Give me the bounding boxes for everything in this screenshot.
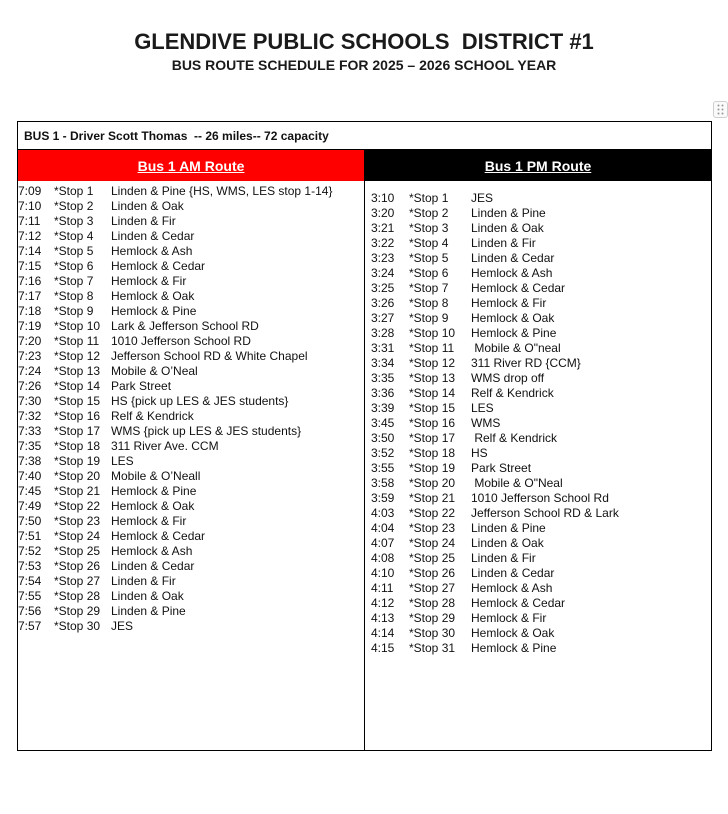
stop-time: 3:21 <box>371 221 395 235</box>
stop-time: 7:12 <box>18 229 42 243</box>
stop-location: LES <box>111 454 134 468</box>
pm-stop-row <box>371 596 711 611</box>
stop-time: 3:45 <box>371 416 395 430</box>
stop-number: *Stop 7 <box>409 281 449 295</box>
stop-location: Hemlock & Fir <box>471 296 547 310</box>
stop-location: WMS {pick up LES & JES students} <box>111 424 302 438</box>
stop-time: 7:11 <box>18 214 41 228</box>
stop-location: Jefferson School RD & Lark <box>471 506 619 520</box>
am-stop-row <box>18 484 364 499</box>
stop-number: *Stop 20 <box>54 469 101 483</box>
stop-time: 7:32 <box>18 409 42 423</box>
stop-time: 3:23 <box>371 251 395 265</box>
stop-location: 1010 Jefferson School Rd <box>471 491 609 505</box>
stop-number: *Stop 16 <box>54 409 101 423</box>
stop-time: 7:26 <box>18 379 42 393</box>
am-stop-row <box>18 409 364 424</box>
pm-stop-row <box>371 551 711 566</box>
pm-stop-row <box>371 251 711 266</box>
am-stop-row <box>18 529 364 544</box>
stop-time: 7:53 <box>18 559 42 573</box>
stop-number: *Stop 12 <box>54 349 101 363</box>
stop-number: *Stop 29 <box>409 611 456 625</box>
stop-number: *Stop 28 <box>409 596 456 610</box>
stop-number: *Stop 10 <box>54 319 101 333</box>
stop-location: 311 River RD {CCM} <box>471 356 581 370</box>
stop-number: *Stop 3 <box>54 214 94 228</box>
stop-number: *Stop 22 <box>409 506 456 520</box>
stop-time: 7:54 <box>18 574 42 588</box>
pm-stop-row <box>371 206 711 221</box>
stop-number: *Stop 5 <box>54 244 94 258</box>
stop-location: Linden & Cedar <box>111 229 195 243</box>
stop-number: *Stop 6 <box>409 266 449 280</box>
stop-time: 3:39 <box>371 401 395 415</box>
stop-location: WMS drop off <box>471 371 545 385</box>
stop-number: *Stop 21 <box>409 491 456 505</box>
stop-time: 7:51 <box>18 529 42 543</box>
stop-number: *Stop 12 <box>409 356 456 370</box>
stop-location: Relf & Kendrick <box>111 409 194 423</box>
pm-stop-row <box>371 626 711 641</box>
stop-location: HS <box>471 446 488 460</box>
stop-location: Hemlock & Cedar <box>471 596 566 610</box>
am-stop-row <box>18 199 364 214</box>
stop-time: 4:04 <box>371 521 395 535</box>
stop-time: 7:14 <box>18 244 42 258</box>
stop-time: 7:55 <box>18 589 42 603</box>
stop-number: *Stop 1 <box>409 191 449 205</box>
am-stop-row <box>18 619 364 634</box>
stop-location: 311 River Ave. CCM <box>111 439 219 453</box>
stop-time: 7:30 <box>18 394 42 408</box>
stop-time: 7:15 <box>18 259 42 273</box>
stop-location: Linden & Oak <box>471 221 544 235</box>
stop-time: 7:49 <box>18 499 42 513</box>
am-stop-row <box>18 379 364 394</box>
stop-number: *Stop 28 <box>54 589 101 603</box>
stop-location: Mobile & O"Neal <box>471 476 563 490</box>
stop-number: *Stop 14 <box>409 386 456 400</box>
stop-location: Hemlock & Oak <box>471 626 555 640</box>
stop-location: Hemlock & Cedar <box>471 281 566 295</box>
am-stop-row <box>18 514 364 529</box>
stop-number: *Stop 23 <box>409 521 456 535</box>
am-stop-row <box>18 334 364 349</box>
am-stop-row <box>18 469 364 484</box>
stop-location: Hemlock & Cedar <box>111 529 206 543</box>
stop-location: LES <box>471 401 494 415</box>
stop-number: *Stop 31 <box>409 641 456 655</box>
pm-stop-row <box>371 476 711 491</box>
pm-stop-row <box>371 266 711 281</box>
stop-location: Hemlock & Pine <box>471 326 557 340</box>
stop-location: Linden & Pine {HS, WMS, LES stop 1-14} <box>111 184 333 198</box>
stop-location: Linden & Fir <box>471 236 536 250</box>
stop-number: *Stop 15 <box>409 401 456 415</box>
stop-location: Linden & Oak <box>111 199 184 213</box>
stop-number: *Stop 13 <box>409 371 456 385</box>
stop-time: 7:40 <box>18 469 42 483</box>
stop-location: Linden & Cedar <box>111 559 195 573</box>
drag-handle-icon[interactable] <box>713 101 728 118</box>
stop-number: *Stop 15 <box>54 394 101 408</box>
stop-number: *Stop 24 <box>409 536 456 550</box>
pm-stop-row <box>371 221 711 236</box>
am-stop-row <box>18 589 364 604</box>
am-stop-row <box>18 214 364 229</box>
am-stop-row <box>18 439 364 454</box>
stop-number: *Stop 23 <box>54 514 101 528</box>
stop-location: Linden & Pine <box>111 604 186 618</box>
pm-stop-row <box>371 296 711 311</box>
am-stop-row <box>18 364 364 379</box>
stop-location: Mobile & O’Neal <box>111 364 198 378</box>
stop-time: 3:36 <box>371 386 395 400</box>
stop-time: 3:52 <box>371 446 395 460</box>
stop-number: *Stop 21 <box>54 484 101 498</box>
stop-number: *Stop 14 <box>54 379 101 393</box>
stop-location: Park Street <box>111 379 172 393</box>
stop-number: *Stop 19 <box>54 454 101 468</box>
stop-location: Park Street <box>471 461 532 475</box>
stop-time: 4:07 <box>371 536 395 550</box>
stop-number: *Stop 7 <box>54 274 94 288</box>
stop-location: JES <box>471 191 494 205</box>
stop-location: Linden & Cedar <box>471 251 555 265</box>
am-stop-row <box>18 604 364 619</box>
am-stop-row <box>18 229 364 244</box>
stop-location: Linden & Cedar <box>471 566 555 580</box>
pm-stop-row <box>371 506 711 521</box>
am-stop-row <box>18 244 364 259</box>
pm-stop-row <box>371 581 711 596</box>
stop-location: Hemlock & Fir <box>111 274 187 288</box>
am-stop-row <box>18 559 364 574</box>
page-title: GLENDIVE PUBLIC SCHOOLS DISTRICT #1 <box>134 29 594 54</box>
stop-number: *Stop 10 <box>409 326 456 340</box>
stop-location: HS {pick up LES & JES students} <box>111 394 289 408</box>
pm-stop-row <box>371 521 711 536</box>
stop-number: *Stop 18 <box>54 439 101 453</box>
pm-stop-row <box>371 341 711 356</box>
stop-number: *Stop 30 <box>54 619 101 633</box>
stop-number: *Stop 13 <box>54 364 101 378</box>
stop-location: Hemlock & Oak <box>111 499 195 513</box>
stop-number: *Stop 25 <box>54 544 101 558</box>
stop-location: Relf & Kendrick <box>471 386 554 400</box>
stop-time: 3:24 <box>371 266 395 280</box>
stop-time: 7:19 <box>18 319 42 333</box>
pm-stop-row <box>371 356 711 371</box>
stop-time: 3:50 <box>371 431 395 445</box>
stop-location: Linden & Pine <box>471 206 546 220</box>
stop-location: 1010 Jefferson School RD <box>111 334 251 348</box>
stop-time: 4:12 <box>371 596 395 610</box>
bus-route-table <box>17 121 712 751</box>
stop-location: Hemlock & Fir <box>471 611 547 625</box>
stop-number: *Stop 8 <box>54 289 94 303</box>
stop-location: Hemlock & Fir <box>111 514 187 528</box>
stop-time: 7:20 <box>18 334 42 348</box>
am-stop-row <box>18 259 364 274</box>
stop-number: *Stop 6 <box>54 259 94 273</box>
pm-stop-row <box>371 386 711 401</box>
stop-number: *Stop 3 <box>409 221 449 235</box>
am-stop-row <box>18 499 364 514</box>
stop-location: Hemlock & Oak <box>471 311 555 325</box>
stop-location: Hemlock & Pine <box>111 304 197 318</box>
stop-location: Mobile & O’Neall <box>111 469 201 483</box>
stop-time: 7:24 <box>18 364 42 378</box>
pm-stop-row <box>371 371 711 386</box>
stop-number: *Stop 5 <box>409 251 449 265</box>
am-stop-row <box>18 274 364 289</box>
am-stop-row <box>18 184 364 199</box>
stop-location: WMS <box>471 416 501 430</box>
am-stop-list <box>18 184 364 634</box>
stop-time: 7:33 <box>18 424 42 438</box>
pm-stop-row <box>371 401 711 416</box>
am-stop-row <box>18 304 364 319</box>
stop-time: 3:55 <box>371 461 395 475</box>
stop-number: *Stop 27 <box>409 581 456 595</box>
pm-stop-row <box>371 236 711 251</box>
column-divider <box>364 150 365 750</box>
stop-time: 7:35 <box>18 439 42 453</box>
stop-location: Linden & Pine <box>471 521 546 535</box>
stop-time: 7:45 <box>18 484 42 498</box>
stop-location: JES <box>111 619 134 633</box>
stop-time: 7:52 <box>18 544 42 558</box>
am-stop-row <box>18 424 364 439</box>
stop-time: 3:31 <box>371 341 395 355</box>
stop-time: 7:18 <box>18 304 42 318</box>
pm-stop-row <box>371 281 711 296</box>
stop-time: 7:10 <box>18 199 42 213</box>
pm-stop-row <box>371 326 711 341</box>
am-stop-row <box>18 289 364 304</box>
stop-time: 4:11 <box>371 581 394 595</box>
stop-number: *Stop 30 <box>409 626 456 640</box>
stop-location: Hemlock & Pine <box>471 641 557 655</box>
stop-time: 7:17 <box>18 289 42 303</box>
stop-location: Hemlock & Ash <box>471 581 553 595</box>
pm-stop-row <box>371 446 711 461</box>
stop-time: 7:16 <box>18 274 42 288</box>
stop-number: *Stop 24 <box>54 529 101 543</box>
pm-stop-row <box>371 566 711 581</box>
stop-time: 3:22 <box>371 236 395 250</box>
stop-number: *Stop 9 <box>409 311 449 325</box>
stop-time: 7:23 <box>18 349 42 363</box>
stop-number: *Stop 26 <box>409 566 456 580</box>
stop-number: *Stop 16 <box>409 416 456 430</box>
stop-location: Jefferson School RD & White Chapel <box>111 349 308 363</box>
stop-location: Linden & Fir <box>471 551 536 565</box>
stop-number: *Stop 1 <box>54 184 94 198</box>
stop-location: Lark & Jefferson School RD <box>111 319 259 333</box>
stop-location: Hemlock & Pine <box>111 484 197 498</box>
pm-stop-row <box>371 311 711 326</box>
pm-route-header: Bus 1 PM Route <box>365 150 711 181</box>
stop-number: *Stop 11 <box>409 341 455 355</box>
stop-location: Hemlock & Ash <box>471 266 553 280</box>
stop-number: *Stop 29 <box>54 604 101 618</box>
stop-time: 3:10 <box>371 191 395 205</box>
stop-number: *Stop 17 <box>54 424 101 438</box>
stop-number: *Stop 4 <box>54 229 94 243</box>
bus-info-row: BUS 1 - Driver Scott Thomas -- 26 miles-- 72 capacity <box>18 122 711 150</box>
stop-number: *Stop 17 <box>409 431 456 445</box>
stop-time: 3:25 <box>371 281 395 295</box>
page-subtitle: BUS ROUTE SCHEDULE FOR 2025 – 2026 SCHOOL YEAR <box>171 57 557 73</box>
stop-number: *Stop 18 <box>409 446 456 460</box>
am-stop-row <box>18 319 364 334</box>
stop-number: *Stop 22 <box>54 499 101 513</box>
pm-stop-row <box>371 491 711 506</box>
stop-time: 7:56 <box>18 604 42 618</box>
stop-time: 3:27 <box>371 311 395 325</box>
stop-number: *Stop 9 <box>54 304 94 318</box>
stop-time: 4:15 <box>371 641 395 655</box>
stop-number: *Stop 11 <box>54 334 100 348</box>
am-stop-row <box>18 544 364 559</box>
stop-number: *Stop 19 <box>409 461 456 475</box>
stop-location: Linden & Fir <box>111 574 176 588</box>
stop-location: Mobile & O"neal <box>471 341 561 355</box>
stop-location: Hemlock & Oak <box>111 289 195 303</box>
stop-time: 3:20 <box>371 206 395 220</box>
pm-stop-row <box>371 431 711 446</box>
stop-location: Linden & Oak <box>111 589 184 603</box>
stop-time: 3:59 <box>371 491 395 505</box>
am-stop-row <box>18 349 364 364</box>
pm-stop-row <box>371 611 711 626</box>
pm-stop-row <box>371 536 711 551</box>
pm-stop-row <box>371 191 711 206</box>
stop-location: Hemlock & Ash <box>111 544 193 558</box>
stop-time: 7:09 <box>18 184 42 198</box>
stop-time: 3:35 <box>371 371 395 385</box>
stop-time: 4:08 <box>371 551 395 565</box>
stop-time: 7:38 <box>18 454 42 468</box>
stop-number: *Stop 27 <box>54 574 101 588</box>
stop-number: *Stop 20 <box>409 476 456 490</box>
stop-number: *Stop 25 <box>409 551 456 565</box>
stop-location: Linden & Oak <box>471 536 544 550</box>
stop-time: 4:13 <box>371 611 395 625</box>
stop-time: 3:26 <box>371 296 395 310</box>
stop-time: 4:10 <box>371 566 395 580</box>
am-stop-row <box>18 454 364 469</box>
pm-stop-row <box>371 416 711 431</box>
stop-number: *Stop 8 <box>409 296 449 310</box>
stop-time: 3:34 <box>371 356 395 370</box>
stop-number: *Stop 2 <box>54 199 94 213</box>
stop-location: Linden & Fir <box>111 214 176 228</box>
am-stop-row <box>18 394 364 409</box>
stop-location: Relf & Kendrick <box>471 431 558 445</box>
pm-stop-row <box>371 461 711 476</box>
stop-time: 4:03 <box>371 506 395 520</box>
stop-location: Hemlock & Cedar <box>111 259 206 273</box>
stop-number: *Stop 4 <box>409 236 449 250</box>
am-route-header: Bus 1 AM Route <box>18 150 364 181</box>
stop-time: 4:14 <box>371 626 395 640</box>
stop-number: *Stop 2 <box>409 206 449 220</box>
stop-time: 3:28 <box>371 326 395 340</box>
pm-stop-row <box>371 641 711 656</box>
stop-location: Hemlock & Ash <box>111 244 193 258</box>
pm-stop-list <box>371 191 711 656</box>
stop-time: 7:57 <box>18 619 42 633</box>
stop-number: *Stop 26 <box>54 559 101 573</box>
stop-time: 3:58 <box>371 476 395 490</box>
am-stop-row <box>18 574 364 589</box>
stop-time: 7:50 <box>18 514 42 528</box>
